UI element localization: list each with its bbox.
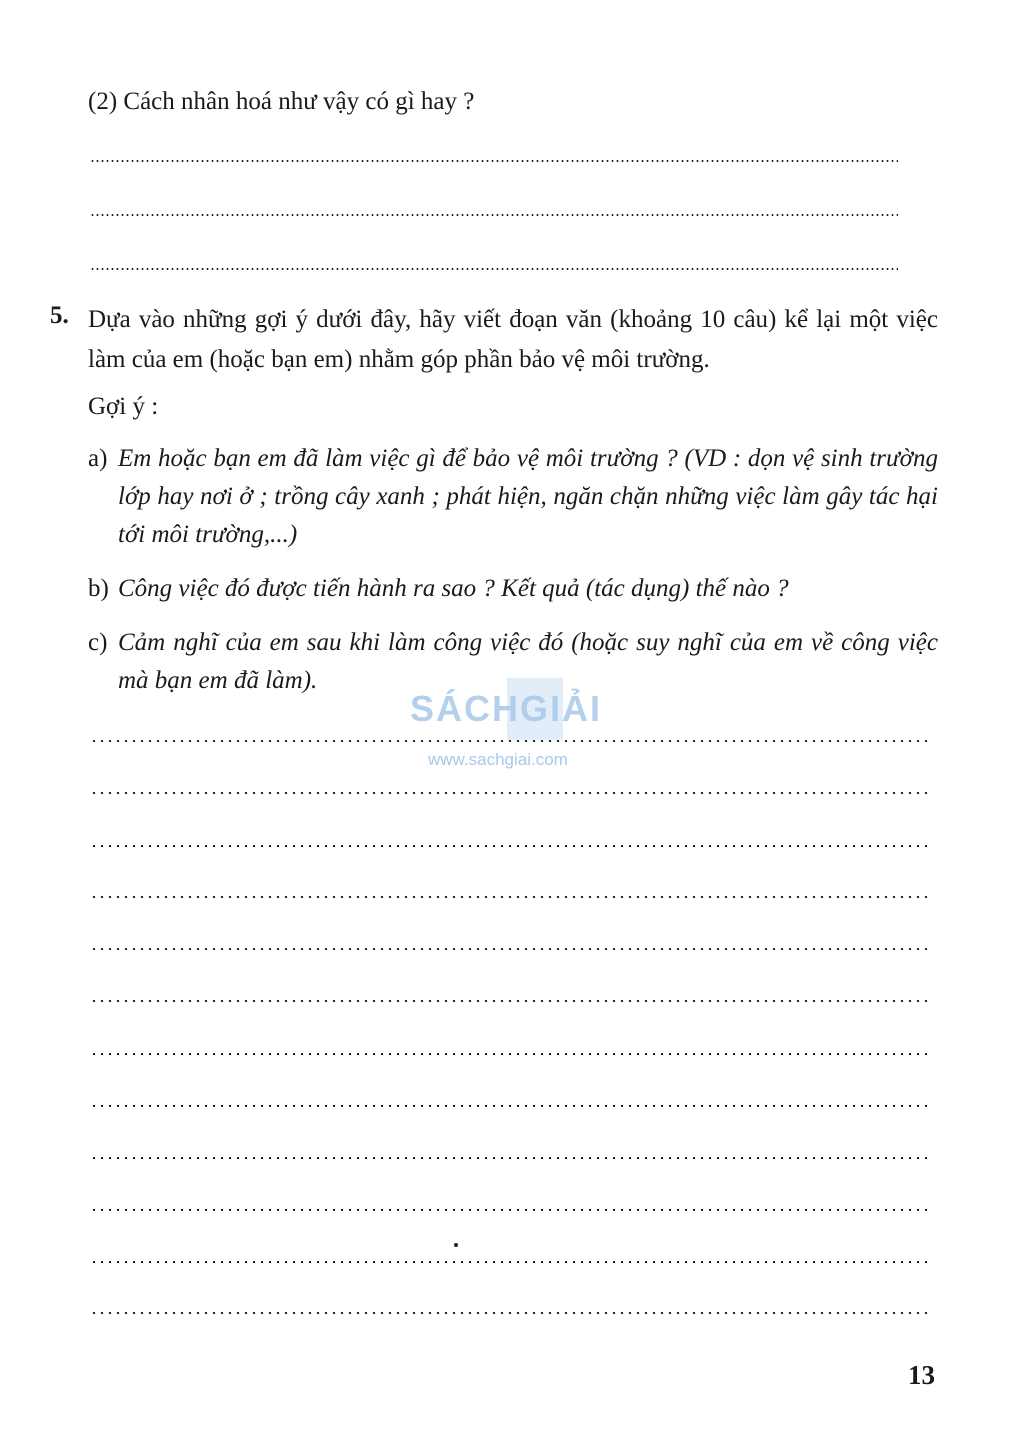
answer-line [90, 1053, 932, 1055]
answer-line [90, 1105, 932, 1107]
answer-line [90, 845, 932, 847]
question-5-text: Dựa vào những gợi ý dưới đây, hãy viết đoạn văn (khoảng 10 câu) kể lại một việc làm của em (hoặc bạn em) nhằm góp phần bảo vệ môi trường. [88, 306, 938, 373]
watermark-logo: SÁCHGIẢI [410, 688, 603, 729]
answer-line [90, 1209, 932, 1211]
answer-line [90, 896, 932, 898]
hint-item-text: Em hoặc bạn em đã làm việc gì để bảo vệ môi trường ? (VD : dọn vệ sinh trường lớp hay nơi ở ; trồng cây xanh ; phát hiện, ngăn chặn những việc làm gây tác hại tới môi trường,...) [118, 445, 938, 548]
ink-speck [454, 1243, 458, 1247]
answer-line [90, 160, 898, 162]
hint-item-label: a) [88, 445, 108, 472]
question-2-prompt: (2) Cách nhân hoá như vậy có gì hay ? [88, 88, 475, 115]
hint-item-b [88, 570, 938, 608]
answer-line [90, 1261, 932, 1263]
hint-item-text: Cảm nghĩ của em sau khi làm công việc đó (hoặc suy nghĩ của em về công việc mà bạn em đã làm). [118, 629, 938, 694]
watermark-url: www.sachgiai.com [428, 750, 568, 769]
answer-line [90, 214, 898, 216]
hint-item-label: b) [88, 575, 109, 602]
answer-line [90, 1000, 932, 1002]
page-number: 13 [908, 1360, 935, 1390]
answer-line [90, 1312, 932, 1314]
answer-line [90, 1157, 932, 1159]
question-5-number: 5. [50, 302, 69, 329]
answer-line [90, 792, 932, 794]
answer-line [90, 268, 898, 270]
hint-item-a [88, 440, 938, 554]
answer-line [90, 740, 932, 742]
hint-item-text: Công việc đó được tiến hành ra sao ? Kết quả (tác dụng) thế nào ? [118, 575, 789, 602]
hint-item-label: c) [88, 629, 108, 656]
hint-label: Gợi ý : [88, 393, 159, 420]
answer-line [90, 948, 932, 950]
